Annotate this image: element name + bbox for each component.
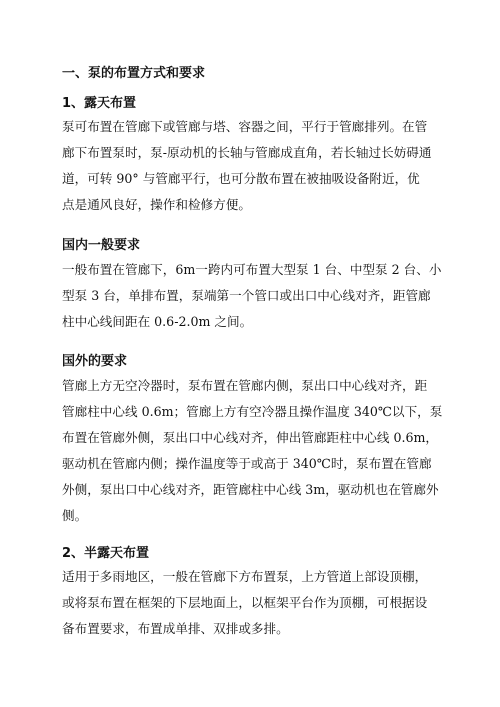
heading-domestic-requirements: 国内一般要求 [62, 238, 141, 253]
text-line: 柱中心线间距在 0.6-2.0m 之间。 [62, 314, 253, 329]
text-line: 驱动机在管廊内侧；操作温度等于或高于 340℃时，泵布置在管廊 [62, 456, 432, 471]
text-line: 或将泵布置在框架的下层地面上，以框架平台作为顶棚，可根据设 [62, 595, 428, 610]
text-line: 适用于多雨地区，一般在管廊下方布置泵，上方管道上部设顶棚， [62, 569, 428, 584]
text-line: 侧。 [62, 508, 88, 523]
heading-foreign-requirements: 国外的要求 [62, 354, 128, 369]
subsection-heading-semi-open: 2、半露天布置 [62, 546, 150, 561]
text-line: 道，可转 90° 与管廊平行，也可分散布置在被抽吸设备附近，优 [62, 171, 420, 186]
paragraph-domestic [62, 257, 442, 335]
text-line: 点是通风良好，操作和检修方便。 [62, 197, 251, 212]
text-line: 管廊上方无空冷器时，泵布置在管廊内侧，泵出口中心线对齐，距 [62, 378, 428, 393]
text-line: 一般布置在管廊下，6m一跨内可布置大型泵 1 台、中型泵 2 台、小 [62, 262, 442, 277]
paragraph-foreign [62, 373, 442, 529]
text-line: 备布置要求，布置成单排、双排或多排。 [62, 621, 289, 636]
text-line: 布置在管廊外侧，泵出口中心线对齐，伸出管廊距柱中心线 0.6m， [62, 430, 439, 445]
text-line: 型泵 3 台，单排布置，泵端第一个管口或出口中心线对齐，距管廊 [62, 288, 431, 303]
text-line: 廊下布置泵时，泵-原动机的长轴与管廊成直角，若长轴过长妨碍通 [62, 145, 432, 160]
text-line: 外侧，泵出口中心线对齐，距管廊柱中心线 3m，驱动机也在管廊外 [62, 482, 439, 497]
paragraph-semi-open [62, 564, 442, 642]
section-heading: 一、泵的布置方式和要求 [62, 66, 206, 81]
subsection-heading-open-air: 1、露天布置 [62, 96, 137, 111]
text-line: 管廊柱中心线 0.6m；管廊上方有空冷器且操作温度 340℃以下，泵 [62, 404, 443, 419]
paragraph-open-air [62, 114, 442, 218]
text-line: 泵可布置在管廊下或管廊与塔、容器之间，平行于管廊排列。在管 [62, 119, 428, 134]
